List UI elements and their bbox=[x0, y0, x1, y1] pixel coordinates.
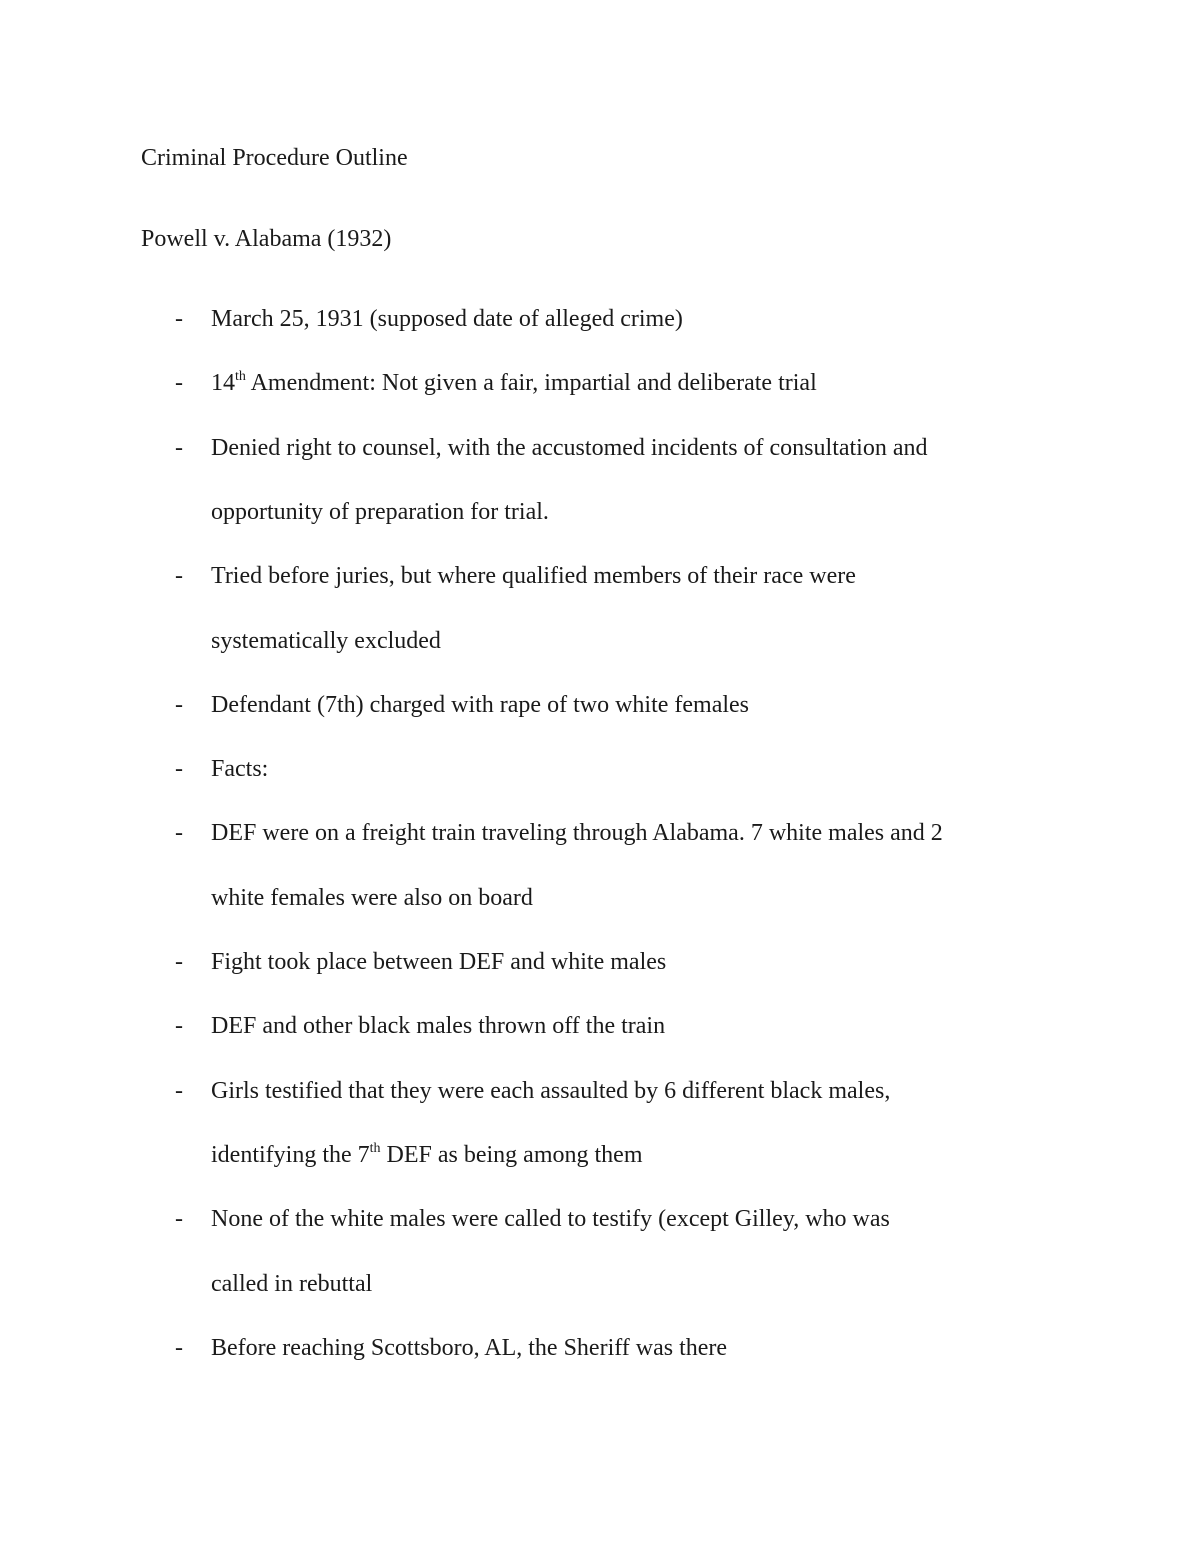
bullet-dash: - bbox=[175, 691, 183, 718]
text-segment: 14 bbox=[211, 370, 235, 397]
bullet-dash: - bbox=[175, 563, 183, 590]
bullet-dash: - bbox=[175, 370, 183, 397]
text-segment: DEF as being among them bbox=[380, 1141, 643, 1168]
list-item-text: systematically excluded bbox=[211, 627, 441, 654]
bullet-dash: - bbox=[175, 1206, 183, 1233]
list-item-text: Girls testified that they were each assaulted by 6 different black males, bbox=[211, 1077, 891, 1104]
text-segment: identifying the 7 bbox=[211, 1141, 370, 1168]
text-segment: Amendment: Not given a fair, impartial and deliberate trial bbox=[245, 370, 817, 397]
ordinal-superscript: th bbox=[369, 1140, 381, 1156]
bullet-dash: - bbox=[175, 820, 183, 847]
list-item-text: Fight took place between DEF and white males bbox=[211, 949, 667, 975]
bullet-dash: - bbox=[175, 306, 183, 332]
case-title: Powell v. Alabama (1932) bbox=[141, 226, 392, 252]
bullet-dash: - bbox=[175, 756, 183, 783]
list-item-text: Tried before juries, but where qualified members of their race were bbox=[211, 563, 856, 590]
list-item-text: March 25, 1931 (supposed date of alleged crime) bbox=[211, 306, 683, 332]
ordinal-superscript: th bbox=[235, 369, 246, 385]
list-item-text: white females were also on board bbox=[211, 884, 533, 911]
bullet-dash: - bbox=[175, 1334, 183, 1361]
bullet-dash: - bbox=[175, 434, 183, 461]
bullet-dash: - bbox=[175, 1013, 183, 1040]
list-item-text: DEF were on a freight train traveling through Alabama. 7 white males and 2 bbox=[211, 820, 943, 847]
bullet-dash: - bbox=[175, 949, 183, 975]
list-item-text: Before reaching Scottsboro, AL, the Sheriff was there bbox=[211, 1334, 728, 1361]
document-title: Criminal Procedure Outline bbox=[141, 145, 408, 171]
list-item-text bbox=[211, 366, 817, 400]
bullet-dash: - bbox=[175, 1077, 183, 1104]
list-item-text: None of the white males were called to testify (except Gilley, who was bbox=[211, 1206, 890, 1233]
list-item-text bbox=[211, 1138, 643, 1172]
list-item-text: opportunity of preparation for trial. bbox=[211, 498, 549, 525]
list-item-text: Denied right to counsel, with the accustomed incidents of consultation and bbox=[211, 434, 928, 461]
list-item-text: Defendant (7th) charged with rape of two white females bbox=[211, 691, 750, 718]
list-item-text: called in rebuttal bbox=[211, 1270, 373, 1297]
list-item-text: DEF and other black males thrown off the train bbox=[211, 1013, 666, 1040]
list-item-text: Facts: bbox=[211, 756, 269, 783]
